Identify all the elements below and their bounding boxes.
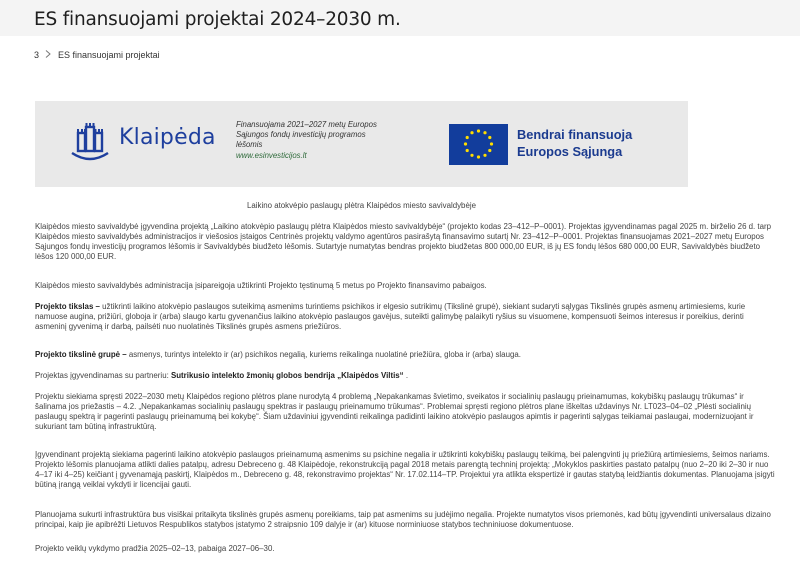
eu-line-2: Europos Sąjunga [517,144,623,159]
breadcrumb [34,50,160,60]
esinvesticijos-link[interactable]: www.esinvesticijos.lt [236,150,307,160]
klaipeda-coat-of-arms-icon [68,123,112,168]
target-group-label: Projekto tikslinė grupė – [35,350,127,359]
paragraph-target-group [35,350,775,360]
target-group-text: asmenys, turintys intelekto ir (ar) psichikos negalią, kuriems reikalinga nuolatinė priežiūra, globa ir (arba) slauga. [126,350,521,359]
paragraph-implementation: Įgyvendinant projektą siekiama pagerinti laikino atokvėpio paslaugos prieinamumą asmenims su psichine negalia ir užtikrinti kokybiškų paslaugų teikimą, bei palengvinti jų priežiūrą artimiesiems, šeimos nariams. Projekto lėšomis planuojama atlikti dalies patalpų, adresu Debreceno g. 48 Klaipėdoje, rekonstrukciją pagal 2018 metais parengtą techninį projektą: „Mokyklos paskirties pastato patalpų (nuo 2–20 iki 2–30 ir nuo 4–17 iki 4–25) keičiant į gyvenamąją paskirtį, Klaipėdos m., Debreceno g. 48, rekonstravimo projektas“ Nr. 17.02.114–TP. Projektui yra atlikta ekspertizė ir gautas statybą leidžiantis dokumentas. Planuojama įsigyti būtiną įrangą veiklai vykdyti ir licencijai gauti. [35,450,775,490]
funding-note [236,120,406,161]
chevron-right-icon [45,50,51,60]
article-title: Laikino atokvėpio paslaugų plėtra Klaipėdos miesto savivaldybėje [247,201,476,210]
page-title: ES finansuojami projektai 2024–2030 m. [34,9,401,30]
funding-line-1: Finansuojama 2021–2027 metų Europos [236,120,377,129]
funding-line-3: lėšomis [236,140,263,150]
funding-line-2: Sąjungos fondų investicijų programos [236,130,366,140]
paragraph-dates: Projekto veiklų vykdymo pradžia 2025–02–13, pabaiga 2027–06–30. [35,544,275,553]
partner-name: Sutrikusio intelekto žmonių globos bendrija „Klaipėdos Viltis“ [170,371,404,380]
breadcrumb-current: ES finansuojami projektai [58,50,160,60]
funding-banner [35,101,688,187]
paragraph-problem: Projektu siekiama spręsti 2022–2030 metų Klaipėdos regiono plėtros plane nurodytą 4 problemą „Nepakankamas švietimo, sveikatos ir socialinių paslaugų prieinamumas, kokybiškų paslaugų trūkumas“ ir šalinama jos priežastis – 4.2. „Nepakankamas socialinių paslaugų spektras ir paslaugų prieinamumo trūkumas“. Problemai spręsti regiono plėtros plane iškeltas uždavinys Nr. LT023–04–02 „Plėsti socialinių paslaugų spektrą ir pagerinti paslaugų prieinamumą bei kokybę“. Šiam uždaviniui įgyvendinti reikalinga padidinti laikino atokvėpio paslaugos apimtis ir pagerinti sąlygas teikiamai paslaugai, modernizuojant ir sukuriant tam būtiną infrastruktūrą. [35,392,754,432]
goal-label: Projekto tikslas – [35,302,100,311]
paragraph-infrastructure: Planuojama sukurti infrastruktūra bus visiškai pritaikyta tikslinės grupės asmenų poreikiams, taip pat asmenims su judėjimo negalia. Projekte numatytos visos priemonės, kad būtų įgyvendinti universalaus dizaino principai, kaip jie apibrėžti Lietuvos Respublikos statybos įstatymo 2 straipsnio 109 dalyje ir (ar) kituose norminiuose statybos techniniuose dokumentuose. [35,510,771,530]
breadcrumb-home-link[interactable]: 3 [34,50,40,60]
eu-cofunding-text [517,126,632,160]
eu-flag-icon [449,124,508,165]
eu-line-1: Bendrai finansuoja [517,127,633,142]
goal-text: užtikrinti laikino atokvėpio paslaugos suteikimą asmenims turintiems psichikos ir elgesio sutrikimų (Tikslinė grupė), siekiant sudaryti sąlygas Tikslinės grupės asmenų artimiesiems, kurie namuose augina, prižiūri, globoja ir (arba) slaugo kartu gyvenančius laikino atokvėpio paslaugos gavėjus, suteikti galimybę palaikyti ryšius su visuomene, kompensuoti šeimos interesus ir poreikius, derinti asmeninį gyvenimą ir darbą, pailsėti nuo nuolatinės Tikslinės grupės asmens priežiūros. [35,302,746,332]
paragraph-continuity: Klaipėdos miesto savivaldybės administracija įsipareigoja užtikrinti Projekto tęstinumą 5 metus po Projekto finansavimo pabaigos. [35,281,487,290]
paragraph-goal [35,302,775,332]
city-logo-text: Klaipėda [119,125,216,150]
paragraph-partner [35,371,775,381]
paragraph-project-intro: Klaipėdos miesto savivaldybė įgyvendina projektą „Laikino atokvėpio paslaugų plėtra Klaipėdos miesto savivaldybėje“ (projekto kodas 23–412–P–0001). Projektas įgyvendinamas pagal 2025 m. birželio 26 d. tarp Klaipėdos miesto savivaldybės administracijos ir viešosios įstaigos Centrinės projektų valdymo agentūros pasirašytą finansavimo sutartį Nr. 23–412–P–0001. Projektas finansuojamas 2021–2027 metų Europos Sąjungos fondų investicijų programos lėšomis ir Savivaldybės biudžeto lėšomis. Sutartyje numatytas bendras projekto biudžetas 800 000,00 EUR, iš jų ES fondų lėšos 680 000,00 EUR, Savivaldybės biudžeto lėšos 120 000,00 EUR. [35,222,772,262]
partner-prefix: Projektas įgyvendinamas su partneriu: [35,371,171,380]
page-header [0,0,800,36]
partner-suffix: . [403,371,409,380]
